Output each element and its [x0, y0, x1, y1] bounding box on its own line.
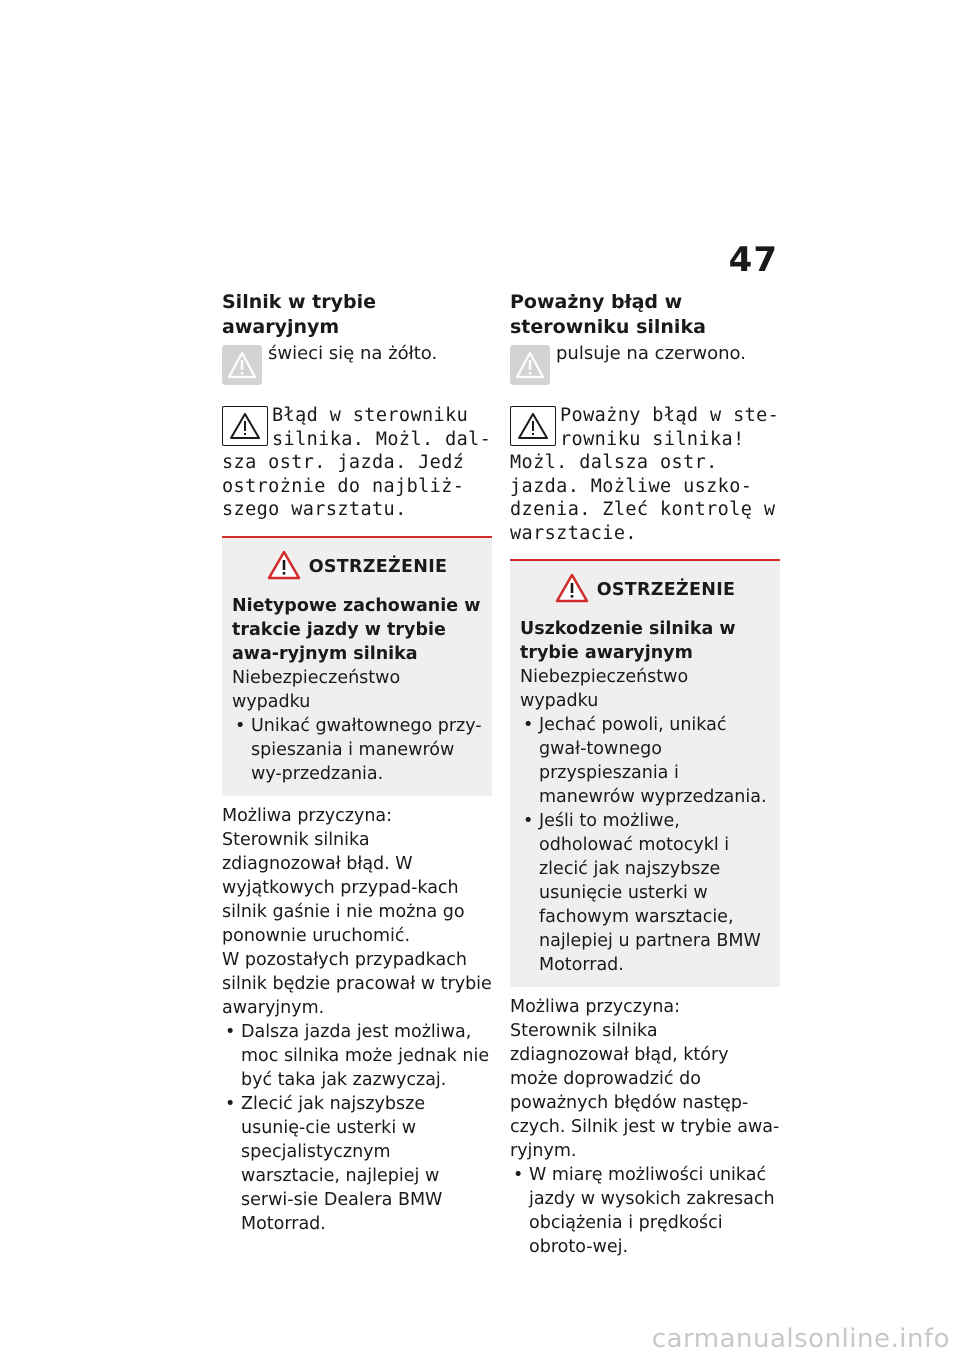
- tft-message-line: sza ostr. jazda. Jedź: [222, 452, 465, 473]
- tft-message-line: dzenia. Zleć kontrolę w: [510, 499, 776, 520]
- list-item: • Zlecić jak najszybsze usunię-cie usterki w specjalistycznym warsztacie, najlepiej w serwi-sie Dealera BMW Motorrad.: [222, 1092, 492, 1236]
- right-column: [510, 290, 780, 1259]
- cause-label: Możliwa przyczyna:: [510, 997, 681, 1017]
- warning-label: OSTRZEŻENIE: [596, 580, 736, 600]
- tft-message-line: ostrożnie do najbliż-: [222, 475, 465, 497]
- warning-bullet: • Jechać powoli, unikać gwał-townego przyspieszania i manewrów wyprzedzania.: [520, 713, 770, 809]
- tft-message-line: Błąd w sterowniku: [272, 405, 469, 426]
- tft-message-row: [222, 404, 492, 451]
- indicator-status-text: pulsuje na czerwono.: [556, 343, 746, 364]
- indicator-row: [510, 342, 780, 390]
- indicator-status-text: świeci się na żółto.: [268, 343, 438, 364]
- section-title: Poważny błąd w sterowniku silnika: [510, 291, 706, 338]
- list-item: • W miarę możliwości unikać jazdy w wysokich zakresach obciążenia i prędkości obroto-wej.: [510, 1163, 780, 1259]
- warning-title: Nietypowe zachowanie w trakcie jazdy w trybie awa-ryjnym silnika: [232, 595, 481, 664]
- section-title: Silnik w trybie awaryjnym: [222, 291, 377, 338]
- tft-message-row: [510, 404, 780, 451]
- tft-message-line: Możl. dalsza ostr.: [510, 452, 718, 473]
- tft-message-line: warsztacie.: [510, 522, 637, 544]
- left-column: [222, 290, 492, 1236]
- cause-text: Sterownik silnika zdiagnozował błąd, który może doprowadzić do poważnych błędów następ-czych. Silnik jest w trybie awa-ryjnym.: [510, 1021, 780, 1161]
- warning-bullet: • Unikać gwałtownego przy-spieszania i manewrów wy-przedzania.: [232, 714, 482, 786]
- list-item: • Dalsza jazda jest możliwa, moc silnika może jednak nie być taka jak zazwyczaj.: [222, 1020, 492, 1092]
- tft-message-line: jazda. Możliwe uszko-: [510, 475, 753, 497]
- warning-triangle-icon: [555, 573, 589, 607]
- warning-label: OSTRZEŻENIE: [308, 556, 448, 577]
- cause-text: Sterownik silnika zdiagnozował błąd. W wyjątkowych przypad-kach silnik gaśnie i nie można go ponownie uruchomić.: [222, 829, 465, 946]
- warning-triangle-icon: [267, 550, 301, 584]
- tft-message-line: szego warsztatu.: [222, 499, 407, 520]
- warning-text: Niebezpieczeństwo wypadku: [232, 667, 401, 712]
- warning-box: [222, 536, 492, 796]
- tft-message-line: Poważny błąd w ste-: [560, 405, 780, 426]
- warning-triangle-icon: [222, 406, 268, 446]
- warning-bullet: • Jeśli to możliwe, odholować motocykl i zlecić jak najszybsze usunięcie usterki w fachowym warsztacie, najlepiej u partnera BMW Motorrad.: [520, 809, 770, 977]
- warning-text: Niebezpieczeństwo wypadku: [520, 667, 689, 711]
- warning-header: [232, 550, 482, 584]
- cause-label: Możliwa przyczyna:: [222, 805, 393, 826]
- warning-triangle-icon: [510, 406, 556, 446]
- watermark: carmanualsonline.info: [651, 1324, 950, 1354]
- cause-text: W pozostałych przypadkach silnik będzie pracował w trybie awaryjnym.: [222, 949, 492, 1018]
- warning-box: [510, 559, 780, 987]
- page-number: 47: [728, 240, 778, 280]
- general-warning-light-icon: [510, 345, 550, 385]
- warning-header: [520, 573, 770, 607]
- indicator-row: [222, 342, 492, 390]
- tft-message-line: rowniku silnika!: [560, 428, 745, 450]
- warning-title: Uszkodzenie silnika w trybie awaryjnym: [520, 619, 736, 663]
- tft-message-line: silnika. Możl. dal-: [272, 428, 492, 450]
- general-warning-light-icon: [222, 345, 262, 385]
